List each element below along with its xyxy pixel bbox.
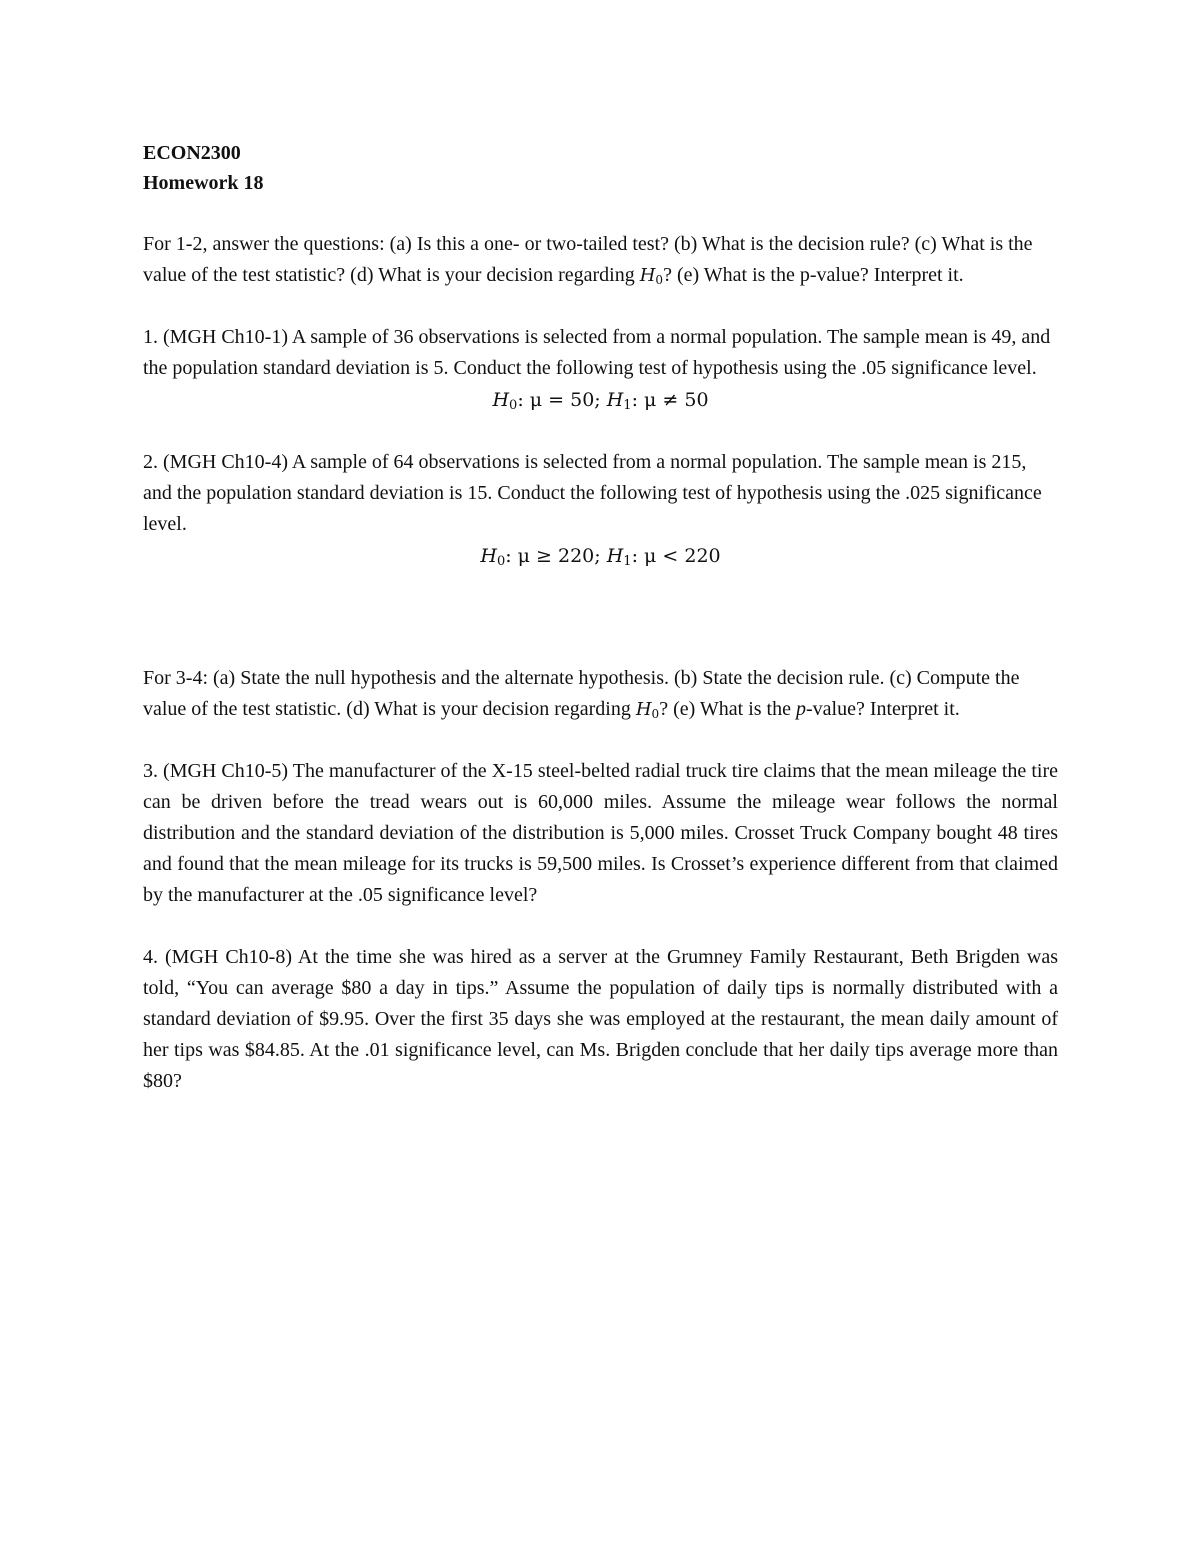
instructions-part2-text-c: -value? Interpret it. xyxy=(805,698,960,720)
spacer xyxy=(143,291,1058,322)
document-page xyxy=(143,138,1058,1097)
spacer xyxy=(143,198,1058,229)
spacer xyxy=(143,572,1058,663)
instructions-part2-text-b: ? (e) What is the xyxy=(659,698,796,720)
problem-3-text: 3. (MGH Ch10-5) The manufacturer of the X-15 steel-belted radial truck tire claims that the mean mileage the tire can be driven before the tread wears out is 60,000 miles. Assume the mileage wear follows the normal distribution and the standard deviation of the distribution is 5,000 miles. Crosset Truck Company bought 48 tires and found that the mean mileage for its trucks is 59,500 miles. Is Crosset’s experience different from that claimed by the manufacturer at the .05 significance level? xyxy=(143,760,1058,906)
problem-2-hypotheses: $H_0$: μ ≥ 220; $H_1$: μ < 220 xyxy=(480,545,721,569)
instructions-part2-p: p xyxy=(795,698,806,720)
spacer xyxy=(143,725,1058,756)
problem-1-hypotheses: $H_0$: μ = 50; $H_1$: μ ≠ 50 xyxy=(492,389,709,413)
h0-symbol: $H_0$ xyxy=(639,265,664,287)
instructions-part1-text-b: ? (e) What is the p-value? Interpret it. xyxy=(663,264,964,286)
instructions-part1 xyxy=(143,229,1058,291)
instructions-part2 xyxy=(143,663,1058,725)
course-code: ECON2300 xyxy=(143,142,241,164)
assignment-title: Homework 18 xyxy=(143,172,264,194)
instructions-part1-text-a: For 1-2, answer the questions: (a) Is this a one- or two-tailed test? (b) What is the decision rule? (c) What is the value of the test statistic? (d) What is your decision regarding xyxy=(143,233,1033,286)
problem-2-text: 2. (MGH Ch10-4) A sample of 64 observations is selected from a normal population. The sample mean is 215, and the population standard deviation is 15. Conduct the following test of hypothesis using the .025 significance level. xyxy=(143,451,1042,535)
h0-symbol: $H_0$ xyxy=(635,699,660,721)
spacer xyxy=(143,416,1058,447)
spacer xyxy=(143,911,1058,942)
problem-1-text: 1. (MGH Ch10-1) A sample of 36 observations is selected from a normal population. The sample mean is 49, and the population standard deviation is 5. Conduct the following test of hypothesis using the .05 significance level. xyxy=(143,326,1051,379)
problem-4-text: 4. (MGH Ch10-8) At the time she was hired as a server at the Grumney Family Restaurant, Beth Brigden was told, “You can average $80 a day in tips.” Assume the population of daily tips is normally distributed with a standard deviation of $9.95. Over the first 35 days she was employed at the restaurant, the mean daily amount of her tips was $84.85. At the .01 significance level, can Ms. Brigden conclude that her daily tips average more than $80? xyxy=(143,946,1058,1092)
instructions-part2-text-a: For 3-4: (a) State the null hypothesis and the alternate hypothesis. (b) State the decision rule. (c) Compute the value of the test statistic. (d) What is your decision regarding xyxy=(143,667,1020,720)
